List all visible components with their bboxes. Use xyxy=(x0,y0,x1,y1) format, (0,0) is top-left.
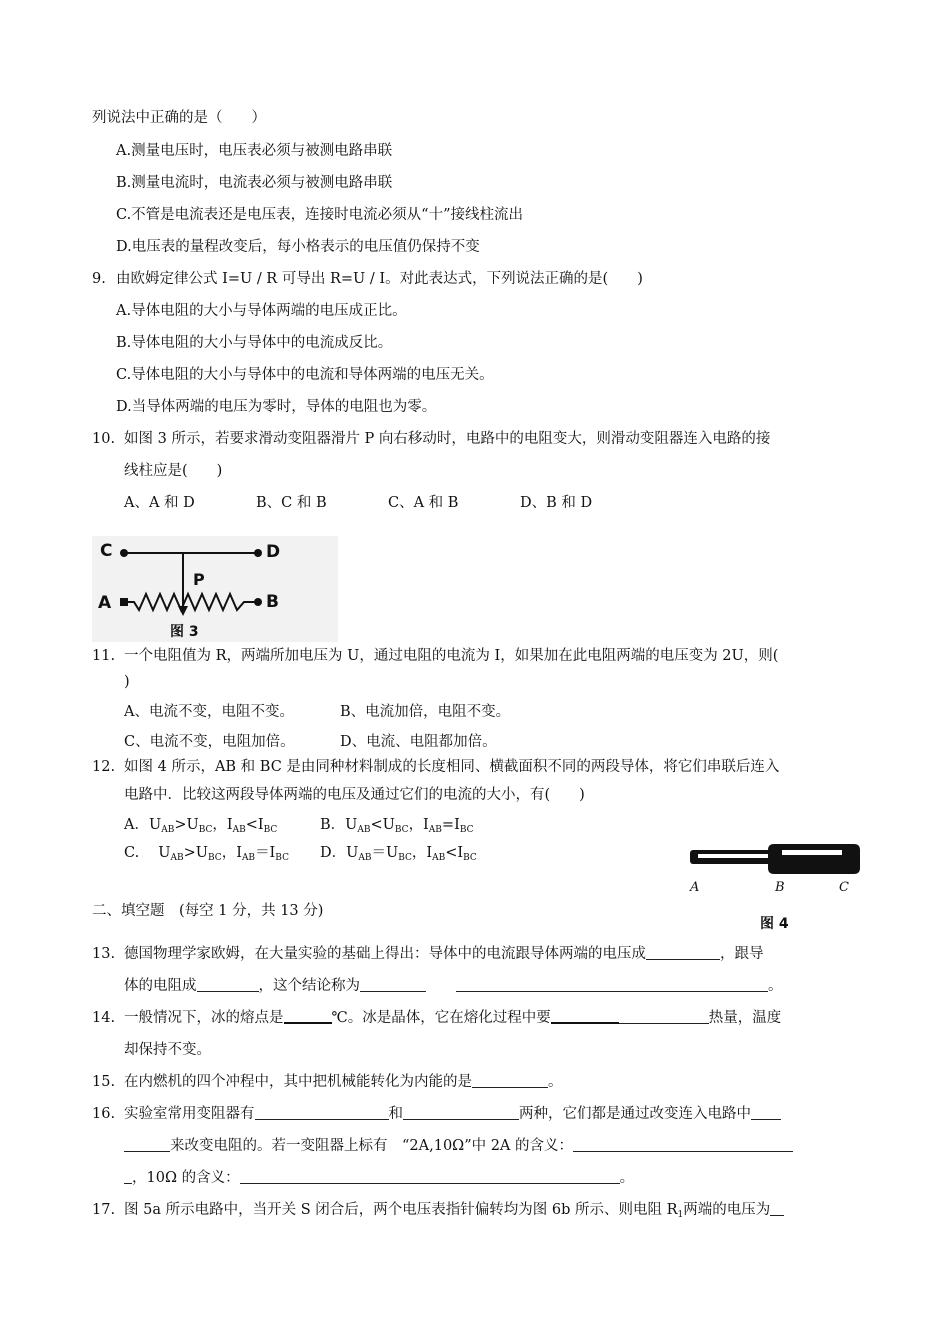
label-a: A xyxy=(690,880,700,895)
q13-blank-1[interactable] xyxy=(646,945,720,960)
label-b: B xyxy=(775,880,785,895)
q12-option-c: C. $U_{AB}>U_{BC}$，$I_{AB}=I_{BC}$ xyxy=(124,845,289,863)
label-p: P xyxy=(193,570,205,589)
q16-text-4: 来改变电阻的。若一变阻器上标有 “2A,10Ω”中 2A 的含义： xyxy=(170,1138,574,1154)
label-c: C xyxy=(100,541,113,561)
q11-option-a: A、电流不变，电阻不变。 xyxy=(124,704,294,720)
q11-stem-line1: 一个电阻值为 R，两端所加电压为 U，通过电阻的电流为 I，如果加在此电阻两端的电压变为 2U，则( xyxy=(124,648,779,664)
q17-blank-1[interactable] xyxy=(770,1201,784,1216)
figure-4-caption: 图 4 xyxy=(760,916,789,932)
q13-blank-2[interactable] xyxy=(197,977,259,992)
figure-3-rheostat xyxy=(92,536,338,642)
q15-line1 xyxy=(124,1072,563,1092)
q13-number: 13. xyxy=(92,946,116,962)
label-b: B xyxy=(266,592,279,612)
q16-blank-4a[interactable] xyxy=(573,1137,793,1152)
q13-text-2: ，跟导 xyxy=(720,946,764,962)
q16-number: 16. xyxy=(92,1106,116,1122)
q13-blank-3[interactable] xyxy=(360,977,426,992)
q9-option-b: B.导体电阻的大小与导体中的电流成反比。 xyxy=(116,335,393,351)
q9-option-d: D.当导体两端的电压为零时，导体的电阻也为零。 xyxy=(116,399,437,415)
q14-blank-2a[interactable] xyxy=(551,1008,619,1024)
q13-line2 xyxy=(124,976,783,996)
q14-text-2: ℃。冰是晶体，它在熔化过程中要 xyxy=(331,1010,551,1026)
rheostat-diagram xyxy=(92,536,338,642)
q14-line1 xyxy=(124,1008,781,1028)
label-d: D xyxy=(266,542,281,562)
label-c: C xyxy=(839,880,849,895)
q15-text-1: 在内燃机的四个冲程中，其中把机械能转化为内能的是 xyxy=(124,1074,472,1090)
q15-number: 15. xyxy=(92,1074,116,1090)
q10-stem-line1: 如图 3 所示，若要求滑动变阻器滑片 P 向右移动时，电路中的电阻变大，则滑动变阻器连入电路的接 xyxy=(124,431,771,447)
q9-stem: 由欧姆定律公式 I=U / R 可导出 R=U / I。对此表达式，下列说法正确的是( ) xyxy=(116,271,643,287)
q17-number: 17. xyxy=(92,1202,116,1218)
q17-subscript: 1 xyxy=(677,1210,684,1220)
q17-text-1: 图 5a 所示电路中，当开关 S 闭合后，两个电压表指针偏转均为图 6b 所示、则电阻 R xyxy=(124,1202,678,1218)
q8-option-a: A.测量电压时，电压表必须与被测电路串联 xyxy=(116,143,393,159)
q11-option-c: C、电流不变，电阻加倍。 xyxy=(124,734,295,750)
q12-option-a: A．$U_{AB}>U_{BC}$，$I_{AB}<I_{BC}$ xyxy=(124,817,278,835)
q13-text-3: 体的电阻成 xyxy=(124,978,197,994)
q13-text-5: 。 xyxy=(768,978,783,994)
q14-text-1: 一般情况下，冰的熔点是 xyxy=(124,1010,284,1026)
q8-option-b: B.测量电流时，电流表必须与被测电路串联 xyxy=(116,175,393,191)
q10-option-c: C、A 和 B xyxy=(388,495,459,511)
q16-blank-2[interactable] xyxy=(403,1105,519,1120)
q12-stem-line2: 电路中．比较这两段导体两端的电压及通过它们的电流的大小，有( ) xyxy=(124,787,585,803)
q17-text-2: 两端的电压为 xyxy=(683,1202,771,1218)
q16-text-2: 和 xyxy=(388,1106,403,1122)
q10-number: 10. xyxy=(92,431,116,447)
q9-number: 9. xyxy=(92,271,106,287)
figure-4-conductors xyxy=(686,836,866,940)
q13-line1 xyxy=(124,944,764,964)
q12-stem-line1: 如图 4 所示，AB 和 BC 是由同种材料制成的长度相同、横截面积不同的两段导体，将它们串联后连入 xyxy=(124,759,780,775)
q15-text-2: 。 xyxy=(548,1074,563,1090)
q10-option-d: D、B 和 D xyxy=(520,495,593,511)
q13-text-4: ，这个结论称为 xyxy=(258,978,360,994)
q16-blank-3a[interactable] xyxy=(751,1105,781,1120)
label-a: A xyxy=(98,593,112,613)
q12-option-b: B．$U_{AB}<U_{BC}$，$I_{AB}=I_{BC}$ xyxy=(320,817,474,835)
q10-stem-line2: 线柱应是( ) xyxy=(124,463,223,479)
q16-text-6: 。 xyxy=(619,1170,635,1186)
q16-line3 xyxy=(124,1168,634,1188)
q10-option-b: B、C 和 B xyxy=(256,495,327,511)
q16-text-1: 实验室常用变阻器有 xyxy=(124,1106,255,1122)
q16-blank-3b[interactable] xyxy=(124,1137,170,1152)
q16-text-5: ，10Ω 的含义： xyxy=(132,1170,240,1186)
q13-text-1: 德国物理学家欧姆，在大量实验的基础上得出：导体中的电流跟导体两端的电压成 xyxy=(124,946,646,962)
q17-line1 xyxy=(124,1200,784,1225)
q16-line2 xyxy=(124,1136,793,1156)
q8-stem: 列说法中正确的是（ ） xyxy=(92,110,266,126)
q11-option-d: D、电流、电阻都加倍。 xyxy=(340,734,497,750)
q14-blank-2b[interactable] xyxy=(619,1009,709,1024)
q16-text-3: 两种，它们都是通过改变连入电路中 xyxy=(519,1106,751,1122)
q15-blank-1[interactable] xyxy=(472,1073,548,1088)
q13-blank-4[interactable] xyxy=(456,977,768,992)
q14-line2: 却保持不变。 xyxy=(124,1042,211,1058)
q16-blank-5[interactable] xyxy=(240,1169,620,1184)
q11-option-b: B、电流加倍，电阻不变。 xyxy=(340,704,511,720)
section-2-heading: 二、填空题 (每空 1 分，共 13 分) xyxy=(92,903,324,919)
q8-option-c: C.不管是电流表还是电压表，连接时电流必须从“十”接线柱流出 xyxy=(116,207,524,223)
q9-option-a: A.导体电阻的大小与导体两端的电压成正比。 xyxy=(116,303,407,319)
q14-number: 14. xyxy=(92,1010,116,1026)
q11-stem-line2: ) xyxy=(124,674,130,690)
q10-option-a: A、A 和 D xyxy=(124,495,195,511)
q8-option-d: D.电压表的量程改变后，每小格表示的电压值仍保持不变 xyxy=(116,239,480,255)
q11-number: 11. xyxy=(92,648,116,664)
q16-line1 xyxy=(124,1104,781,1124)
q9-option-c: C.导体电阻的大小与导体中的电流和导体两端的电压无关。 xyxy=(116,367,494,383)
q16-blank-1[interactable] xyxy=(255,1105,389,1120)
figure-3-caption: 图 3 xyxy=(170,624,199,640)
q14-blank-1[interactable] xyxy=(284,1008,332,1024)
q16-blank-4b[interactable] xyxy=(124,1169,132,1184)
q14-text-3: 热量，温度 xyxy=(708,1010,782,1026)
q12-number: 12. xyxy=(92,759,116,775)
q12-option-d: D．$U_{AB}=U_{BC}$，$I_{AB}<I_{BC}$ xyxy=(320,845,477,863)
